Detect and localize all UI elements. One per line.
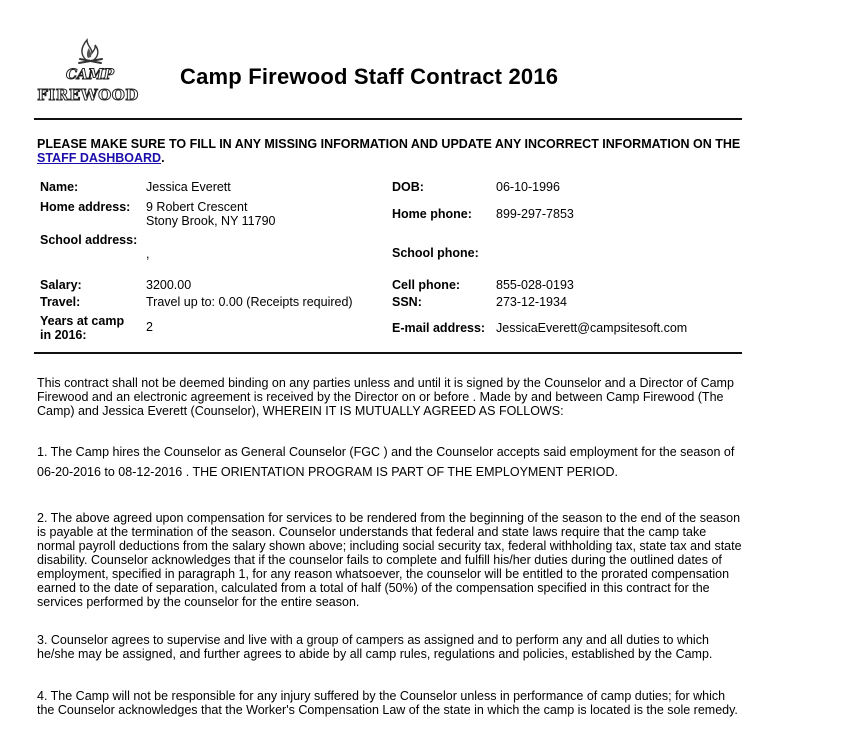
notice-banner	[37, 137, 742, 165]
camp-firewood-logo	[34, 36, 146, 108]
campfire-logo-icon	[34, 36, 146, 108]
home-phone-label: Home phone:	[392, 207, 472, 221]
page-title: Camp Firewood Staff Contract 2016	[180, 64, 559, 89]
contract-intro-paragraph: This contract shall not be deemed binding on any parties unless and until it is signed by the Counselor and a Director of Camp Firewood and an electronic agreement is received by the Director on or before . Made by and between Camp Firewood (The Camp) and Jessica Everett (Counselor), WHEREIN IT IS MUTUALLY AGREED AS FOLLOWS:	[37, 376, 734, 418]
school-phone-label: School phone:	[392, 246, 479, 260]
ssn-label: SSN:	[392, 295, 422, 309]
bottom-divider	[34, 352, 742, 354]
salary-label: Salary:	[40, 278, 82, 292]
logo-camp-text: CAMP	[65, 67, 115, 83]
notice-text-end: .	[161, 151, 165, 165]
home-phone-value: 899-297-7853	[496, 207, 574, 221]
years-at-camp-label-1: Years at camp	[40, 314, 125, 328]
travel-label: Travel:	[40, 295, 81, 309]
contract-clause-1: 1. The Camp hires the Counselor as General Counselor (FGC ) and the Counselor accepts said employment for the season of 06-20-2016 to 08-12-2016 . THE ORIENTATION PROGRAM IS PART OF THE EMPLOYMENT PERIOD.	[37, 445, 735, 479]
years-at-camp-label-2: in 2016:	[40, 328, 87, 342]
contract-clause-3: 3. Counselor agrees to supervise and live with a group of campers as assigned and to perform any and all duties to which he/she may be assigned, and further agrees to abide by all camp rules, regulations and policies, established by the Camp.	[37, 633, 713, 661]
salary-value: 3200.00	[146, 278, 192, 292]
cell-phone-value: 855-028-0193	[496, 278, 574, 292]
email-label: E-mail address:	[392, 321, 486, 335]
notice-text: PLEASE MAKE SURE TO FILL IN ANY MISSING INFORMATION AND UPDATE ANY INCORRECT INFORMATION ON THE	[37, 137, 741, 151]
email-value: JessicaEverett@campsitesoft.com	[496, 321, 688, 335]
contract-clause-2: 2. The above agreed upon compensation for services to be rendered from the beginning of the season to the end of the season is payable at the termination of the season. Counselor understands that federal and state laws require that the camp take normal payroll deductions from the salary shown above; including social security tax, federal withholding tax, state tax and state disability. Counselor acknowledges that if the counselor fails to complete and fulfill his/her duties during the outlined dates of employment, specified in paragraph 1, for any reason whatsoever, the counselor will be entitled to the prorated compensation earned to the date of separation, calculated from a total of half (50%) of the compensation specified in this contract for the services performed by the counselor for the entire season.	[37, 511, 742, 609]
home-address-line1: 9 Robert Crescent	[146, 200, 248, 214]
school-address-value: ,	[146, 247, 150, 261]
top-divider	[34, 118, 742, 120]
logo-firewood-text: FIREWOOD	[37, 86, 139, 104]
staff-dashboard-link[interactable]: STAFF DASHBOARD	[37, 151, 162, 165]
home-address-line2: Stony Brook, NY 11790	[146, 214, 276, 228]
dob-label: DOB:	[392, 180, 424, 194]
cell-phone-label: Cell phone:	[392, 278, 461, 292]
name-value: Jessica Everett	[146, 180, 231, 194]
travel-value: Travel up to: 0.00 (Receipts required)	[146, 295, 353, 309]
home-address-label: Home address:	[40, 200, 131, 214]
ssn-value: 273-12-1934	[496, 295, 567, 309]
name-label: Name:	[40, 180, 79, 194]
years-at-camp-value: 2	[146, 320, 153, 334]
contract-clause-4: 4. The Camp will not be responsible for any injury suffered by the Counselor unless in performance of camp duties; for which the Counselor acknowledges that the Worker's Compensation Law of the state in which the camp is located is the sole remedy.	[37, 689, 738, 717]
dob-value: 06-10-1996	[496, 180, 560, 194]
school-address-label: School address:	[40, 233, 138, 247]
